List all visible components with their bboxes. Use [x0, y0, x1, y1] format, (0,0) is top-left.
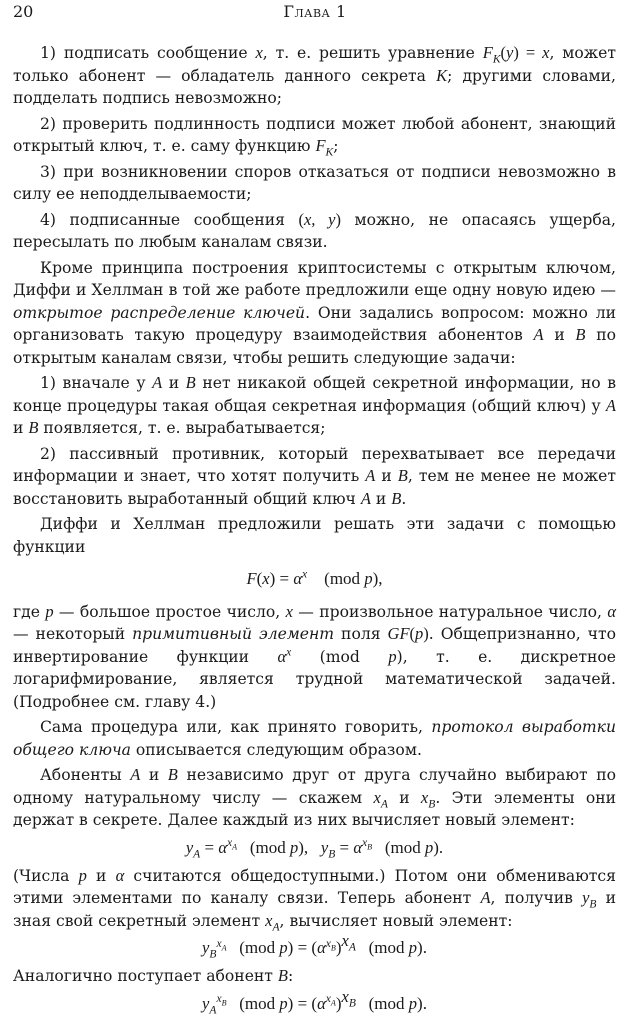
paragraph-task-2: 2) пассивный противник, который перехватывает все передачи информации и знает, что хотят получить A и B, тем не менее не может восстановить выработанный общий ключ A и B. — [13, 444, 617, 508]
paragraph-random-choice: Абоненты A и B независимо друг от друга случайно выбирают по одному натуральному числу — скажем $x_A$ и $x_B$. Эти элементы они держат в секрете. Далее каждый из них вычисляет новый элемент: — [13, 765, 616, 829]
paragraph-item-2: 2) проверить подлинность подписи может любой абонент, знающий открытый ключ, т. е. саму функцию $F_K$; — [13, 114, 616, 159]
formula-shared-key-b: $y_A^{x_B}$ (mod $p) = (\alpha^{x_A})^{x_B}$ (mod p). — [202, 986, 427, 1016]
page-header — [13, 2, 617, 24]
page-body — [13, 42, 616, 1021]
formula-shared-key-a: $y_B^{x_A}$ (mod $p) = (\alpha^{x_B})^{x_A}$ (mod p). — [202, 931, 427, 961]
term-primitive-element: примитивный элемент — [132, 625, 335, 643]
paragraph-item-4: 4) подписанные сообщения (x, y) можно, не опасаясь ущерба, пересылать по любым каналам связи. — [13, 209, 617, 251]
paragraph-protocol-intro: Сама процедура или, как принято говорить, протокол выработки общего ключа описывается следующим образом. — [13, 718, 616, 759]
paragraph-item-3: 3) при возникновении споров отказаться от подписи невозможно в силу ее неподделываемости; — [13, 162, 616, 203]
running-head: Глава 1 — [283, 2, 347, 21]
term-key-agreement-protocol: протокол выработки общего ключа — [13, 718, 616, 759]
paragraph-similarly: Аналогично поступает абонент B: — [13, 966, 294, 985]
paragraph-primitive-element: где p — большое простое число, x — произвольное натуральное число, α — некоторый примитивный элемент поля GF(p). Общепризнанно, что инвертирование функции $\alpha^x$ (mod p), т. е. дискретное логарифмирование, является трудной математической задачей. (Подробнее см. главу 4.) — [13, 601, 616, 711]
formula-exponent-function: $F(x) = \alpha^x$ (mod p), — [246, 568, 383, 588]
paragraph-item-1: 1) подписать сообщение x, т. е. решить уравнение $F_K(y) = x$, может только абонент — обладатель данного секрета K; другими словами, подделать подпись невозможно; — [13, 43, 616, 107]
paragraph-exchange: (Числа p и α считаются общедоступными.) Потом они обмениваются этими элементами по каналу связи. Теперь абонент A, получив $y_B$ и зная свой секретный элемент $x_A$, вычисляет новый элемент: — [13, 865, 616, 933]
paragraph-key-distribution: Кроме принципа построения криптосистемы с открытым ключом, Диффи и Хеллман в той же работе предложили еще одну новую идею — открытое распределение ключей. Они задались вопросом: можно ли организовать такую процедуру взаимодействия абонентов A и B по открытым каналам связи, чтобы решить следующие задачи: — [13, 258, 616, 367]
formula-public-elements: $y_A = \alpha^{x_A}$ (mod p), $y_B = \alpha^{x_B}$ (mod p). — [185, 837, 444, 860]
page-number: 20 — [13, 2, 34, 21]
paragraph-function-intro: Диффи и Хеллман предложили решать эти задачи с помощью функции — [13, 515, 616, 556]
term-open-key-distribution: открытое распределение ключей — [13, 303, 306, 322]
paragraph-task-1: 1) вначале у A и B нет никакой общей секретной информации, но в конце процедуры такая общая секретная информация (общий ключ) у A и B появляется, т. е. вырабатывается; — [13, 373, 616, 437]
